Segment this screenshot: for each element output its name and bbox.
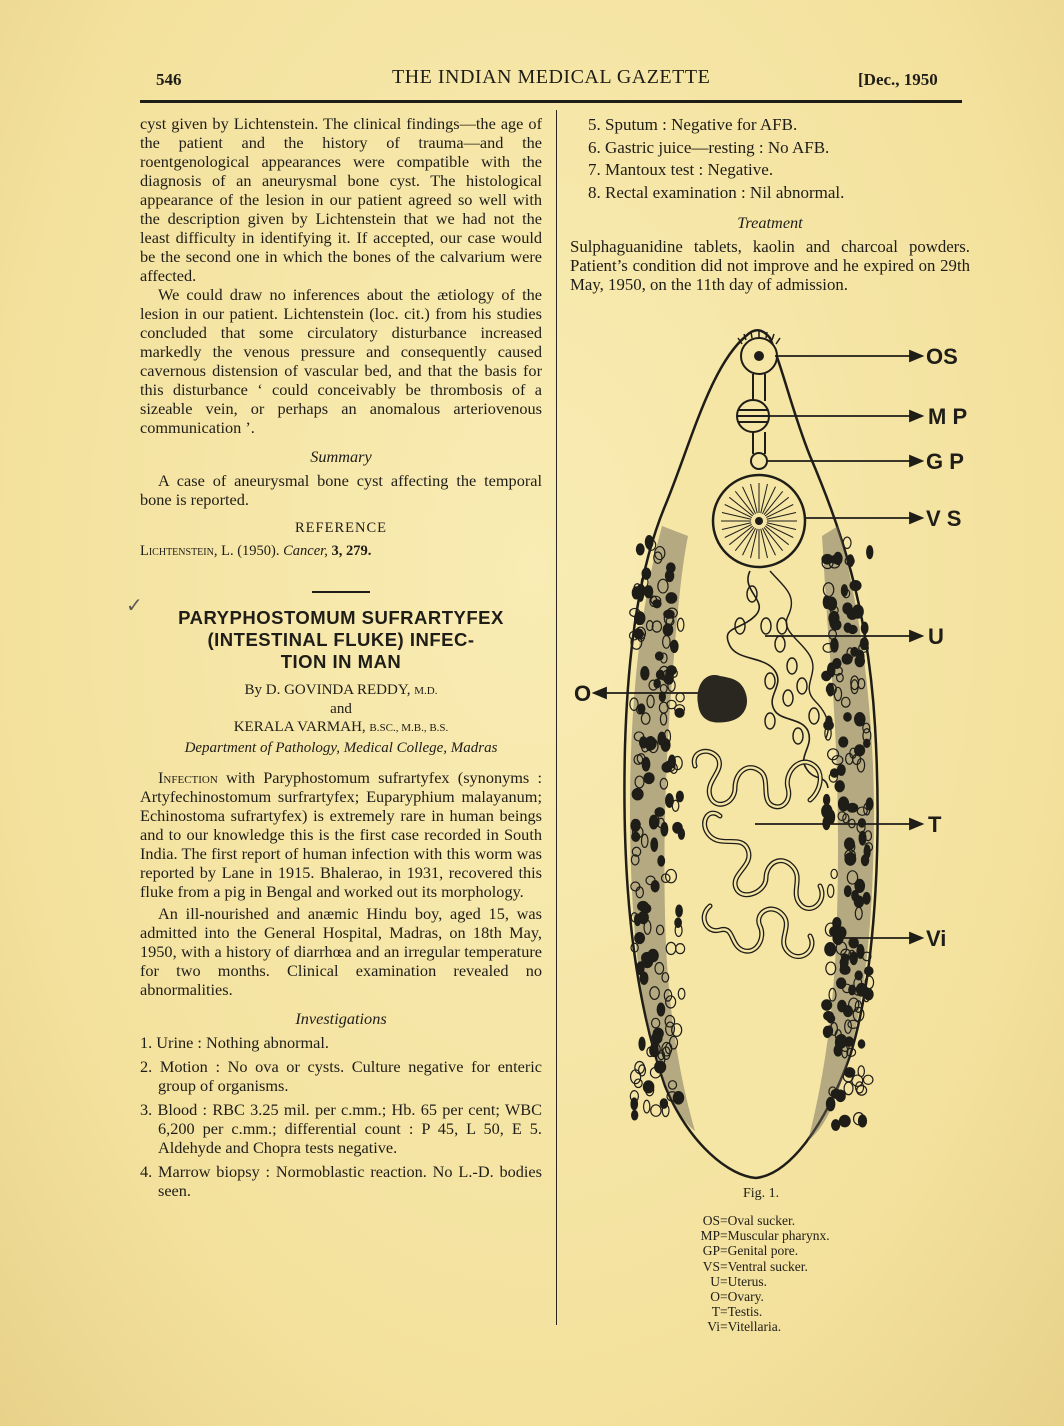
vitelline-follicle	[826, 1097, 834, 1110]
vitelline-follicle	[676, 905, 682, 917]
legend-row: VS=Ventral sucker.	[702, 1258, 808, 1274]
intro-lead: Infection	[158, 768, 218, 787]
vitelline-follicle	[844, 1006, 853, 1017]
vitelline-follicle	[651, 838, 658, 851]
vitelline-follicle	[637, 589, 643, 601]
fluke-diagram	[570, 326, 990, 1186]
oral-sucker-opening	[754, 351, 764, 361]
investigation-item: 7. Mantoux test : Negative.	[588, 160, 774, 179]
vitelline-follicle	[850, 952, 857, 965]
vitelline-follicle	[827, 597, 836, 610]
vitelline-follicle	[664, 674, 673, 684]
vitelline-follicle	[839, 737, 848, 747]
vitelline-follicle	[831, 638, 838, 652]
vitelline-follicle	[825, 943, 836, 956]
author-2-degree: B.SC., M.B., B.S.	[369, 722, 449, 734]
article-title: PARYPHOSTOMUM SUFRARTYFEX	[178, 607, 504, 628]
column-divider	[556, 110, 557, 1325]
summary-heading: Summary	[310, 447, 372, 466]
label-os: OS	[926, 344, 958, 369]
vitelline-follicle	[666, 593, 677, 603]
ventral-sucker-center	[755, 517, 763, 525]
issue-date: [Dec., 1950	[858, 70, 938, 89]
vitelline-follicle	[822, 1000, 832, 1010]
vitelline-follicle	[857, 944, 864, 958]
vitelline-follicle	[855, 713, 865, 726]
vitelline-follicle	[845, 853, 856, 865]
vitelline-follicle	[847, 555, 854, 567]
figure-legend	[680, 1213, 830, 1335]
label-vs: V S	[926, 506, 962, 531]
vitelline-follicle	[867, 546, 873, 559]
department: Department of Pathology, Medical College, Madras	[184, 740, 498, 756]
vitelline-follicle	[655, 808, 664, 817]
label-o: O	[574, 681, 592, 706]
investigation-item: 1. Urine : Nothing abnormal.	[140, 1033, 330, 1052]
byline-and: and	[330, 701, 352, 717]
vitelline-follicle	[858, 1040, 864, 1048]
vitelline-follicle	[632, 788, 643, 799]
legend-row: GP=Genital pore.	[702, 1243, 799, 1259]
pencil-mark-icon: ✓	[126, 595, 143, 617]
vitelline-follicle	[863, 1075, 872, 1084]
intro-text: with Paryphostomum sufrartyfex (synonyms : Artyfechinostomum surfrartyfex; Euparyphium malayanum; Echinostoma sufrartyfex) is extremely rare in human beings and to our knowledge this is the first case recorded in South India. The first report of human infection with this worm was reported by Lane in 1915. Bhalerao, in 1931, recovered this fluke from a pig in Bengal and worked out its morphology.	[140, 768, 542, 901]
vitelline-follicle	[840, 958, 848, 968]
vitelline-follicle	[640, 737, 648, 748]
article-title-block	[126, 595, 542, 673]
vitelline-follicle	[861, 622, 868, 634]
vitelline-follicle	[631, 1098, 637, 1110]
author-1: By D. GOVINDA REDDY,	[244, 682, 411, 698]
vitelline-follicle	[848, 625, 857, 633]
vitelline-follicle	[652, 1032, 662, 1043]
byline	[140, 681, 542, 737]
vitelline-follicle	[642, 757, 650, 771]
vitelline-follicle	[638, 704, 645, 714]
vitelline-follicle	[657, 1003, 664, 1016]
vitelline-follicle	[654, 679, 660, 688]
right-column	[570, 114, 970, 294]
label-u: U	[928, 624, 944, 649]
vitelline-follicle	[639, 1037, 645, 1050]
vitelline-follicle	[632, 832, 640, 841]
vitelline-follicle	[650, 815, 658, 829]
vitelline-follicle	[631, 819, 640, 831]
journal-title: THE INDIAN MEDICAL GAZETTE	[392, 66, 711, 88]
reference-author: Lichtenstein, L. (1950).	[140, 543, 280, 559]
vitelline-follicle	[635, 914, 641, 925]
vitelline-follicle	[843, 537, 851, 548]
figure-caption: Fig. 1.	[743, 1186, 780, 1201]
vitelline-follicle	[824, 794, 830, 805]
vitelline-follicle	[865, 967, 873, 975]
vitelline-follicle	[864, 845, 870, 859]
vitelline-follicle	[850, 581, 861, 591]
vitelline-follicle	[645, 536, 653, 549]
vitelline-follicle	[844, 713, 851, 721]
case-paragraph: An ill-nourished and anæmic Hindu boy, aged 15, was admitted into the General Hospital, Madras, on 18th May, 1950, with a history of diarrhœa and an irregular temperature for two months. Clinical examination revealed no abnormalities.	[140, 904, 542, 999]
vitelline-follicle	[839, 1115, 850, 1126]
legend-row: T=Testis.	[711, 1304, 763, 1320]
vitelline-follicle	[842, 654, 852, 664]
vitelline-follicle	[847, 609, 857, 619]
vitelline-follicle	[667, 563, 675, 572]
article-title: (INTESTINAL FLUKE) INFEC-	[207, 629, 475, 650]
vitelline-follicle	[844, 886, 851, 897]
vitelline-follicle	[863, 893, 870, 905]
vitelline-follicle	[641, 667, 649, 680]
label-gp: G P	[926, 449, 964, 474]
vitelline-follicle	[824, 1012, 834, 1021]
investigation-item: 5. Sputum : Negative for AFB.	[588, 115, 798, 134]
article-title: TION IN MAN	[280, 651, 402, 672]
reference-journal: Cancer,	[283, 543, 328, 559]
author-1-degree: M.D.	[414, 685, 438, 697]
label-t: T	[928, 812, 942, 837]
vitelline-follicle	[658, 856, 665, 866]
vitelline-follicle	[852, 891, 859, 901]
vitelline-follicle	[642, 952, 653, 963]
vitelline-follicle	[822, 671, 831, 680]
investigation-item: 8. Rectal examination : Nil abnormal.	[588, 182, 845, 202]
vitelline-follicle	[831, 1089, 841, 1098]
page-number: 546	[156, 70, 182, 89]
vitelline-follicle	[643, 1081, 653, 1093]
paragraph: cyst given by Lichtenstein. The clinical findings—the age of the patient and the history of trauma—and the roentgenological appearances were compatible with the diagnosis of an aneurysmal bone cyst. The histological appearance of the lesion in our patient agreed so well with the description given by Lichtenstein that we had not the least difficulty in identifying it. If accepted, our case would be the second one in which the bones of the calvarium were affected.	[140, 114, 542, 285]
vitelline-follicle	[835, 781, 844, 792]
legend-row: O=Ovary.	[710, 1289, 764, 1305]
investigations-heading: Investigations	[295, 1009, 387, 1028]
vitelline-follicle	[858, 1115, 866, 1127]
label-vi: Vi	[926, 926, 947, 951]
investigation-item: 4. Marrow biopsy : Normoblastic reaction. No L.-D. bodies seen.	[140, 1162, 542, 1200]
treatment-text: Sulphaguanidine tablets, kaolin and charcoal powders. Patient’s condition did not improve and he expired on 29th May, 1950, on the 11th day of admission.	[570, 237, 970, 294]
vitelline-follicle	[669, 755, 676, 768]
vitelline-follicle	[847, 803, 858, 812]
vitelline-follicle	[834, 552, 842, 564]
vitelline-follicle	[838, 765, 846, 776]
label-mp: M P	[928, 404, 968, 429]
vitelline-follicle	[831, 621, 839, 630]
vitelline-follicle	[864, 739, 870, 747]
treatment-heading: Treatment	[737, 213, 803, 232]
vitelline-follicle	[676, 791, 683, 802]
vitelline-follicle	[678, 829, 684, 840]
left-column	[126, 114, 542, 1200]
section-divider	[312, 591, 370, 593]
vitelline-follicle	[635, 933, 645, 944]
vitelline-follicle	[661, 823, 668, 836]
reference-heading: REFERENCE	[295, 520, 387, 536]
vitelline-follicle	[858, 819, 865, 827]
vitelline-follicle	[660, 1099, 667, 1108]
reference-entry	[140, 542, 542, 561]
author-2: KERALA VARMAH,	[233, 719, 366, 735]
intro-paragraph	[140, 768, 542, 901]
investigation-item: 6. Gastric juice—resting : No AFB.	[588, 137, 830, 157]
vitelline-follicle	[640, 972, 648, 984]
vitelline-follicle	[671, 640, 678, 652]
vitelline-follicle	[836, 1035, 847, 1048]
vitelline-follicle	[829, 811, 835, 824]
legend-row: U=Uterus.	[710, 1273, 767, 1289]
vitelline-follicle	[837, 978, 846, 988]
reference-volume: 3, 279.	[331, 543, 372, 559]
vitelline-follicle	[845, 838, 855, 850]
vitelline-follicle	[844, 1082, 853, 1095]
vitelline-follicle	[644, 773, 654, 784]
vitelline-follicle	[644, 1100, 650, 1113]
investigation-item: 3. Blood : RBC 3.25 mil. per c.mm.; Hb. 65 per cent; WBC 6,200 per c.mm.; differential count : P 45, L 50, E 5. Aldehyde and Chopra tests negative.	[140, 1100, 542, 1157]
vitelline-follicle	[632, 1111, 638, 1120]
vitelline-follicle	[827, 1026, 833, 1036]
vitelline-follicle	[857, 1086, 867, 1096]
legend-row: OS=Oval sucker.	[702, 1213, 796, 1228]
paragraph: We could draw no inferences about the ætiology of the lesion in our patient. Lichtenstein (loc. cit.) from his studies concluded that some circulatory disturbance increased markedly the venous pressure and consequently caused cavernous distension of vascular bed, and that the basis for this disturbance ‘ could conceivably be thrombosis of a sizeable vein, or perhaps an anomalous arteriovenous communication ’.	[140, 285, 542, 437]
vitelline-follicle	[673, 1092, 683, 1104]
summary-text: A case of aneurysmal bone cyst affecting the temporal bone is reported.	[140, 471, 542, 509]
legend-row: MP=Muscular pharynx.	[700, 1228, 830, 1244]
vitelline-follicle	[849, 938, 858, 948]
investigation-item: 2. Motion : No ova or cysts. Culture negative for enteric group of organisms.	[140, 1057, 542, 1095]
vitelline-follicle	[651, 1105, 661, 1117]
genital-pore	[751, 453, 767, 469]
legend-row: Vi=Vitellaria.	[707, 1319, 782, 1335]
vitelline-follicle	[855, 745, 865, 756]
vitelline-follicle	[832, 1120, 840, 1131]
vitelline-follicle	[857, 983, 867, 996]
header-rule	[140, 100, 962, 103]
vitelline-follicle	[636, 544, 644, 555]
vitelline-follicle	[638, 902, 649, 911]
